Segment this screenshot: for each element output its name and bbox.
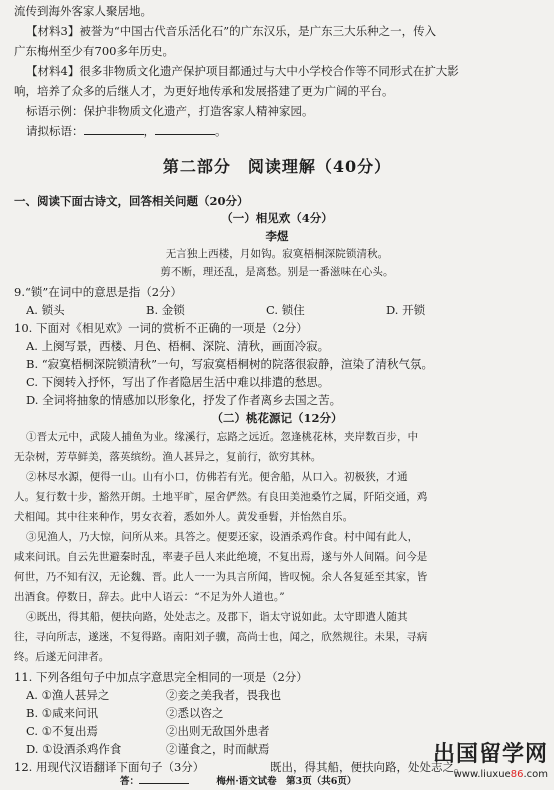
passage-line: ②林尽水源，便得一山。山有小口，仿佛若有光。便舍船，从口入。初极狭，才通 bbox=[26, 471, 408, 483]
answer-blank[interactable] bbox=[155, 124, 215, 135]
watermark-url: www.liuxue86.com bbox=[453, 769, 548, 781]
question-10-stem: 10. 下面对《相见欢》一词的赏析不正确的一项是（2分） bbox=[14, 321, 308, 335]
question-9-options bbox=[26, 303, 540, 319]
question-11-stem: 11. 下列各组句子中加点字意思完全相同的一项是（2分） bbox=[14, 670, 308, 684]
answer-blank[interactable] bbox=[84, 124, 144, 135]
answer-blank[interactable] bbox=[139, 775, 189, 784]
page-footer bbox=[120, 775, 420, 788]
option-part-1: B. ①咸来问讯 bbox=[26, 706, 99, 720]
poem-line: 剪不断，理还乱，是离愁。别是一番滋味在心头。 bbox=[160, 266, 394, 278]
option-part-2: ②悉以咨之 bbox=[166, 706, 224, 720]
poem-line: 无言独上西楼，月如钩。寂寞梧桐深院锁清秋。 bbox=[165, 248, 389, 260]
question-11-option-row[interactable] bbox=[26, 688, 540, 704]
passage-line: 咸来问讯。自云先世避秦时乱，率妻子邑人来此绝境，不复出焉，遂与外人间隔。问今是 bbox=[14, 551, 428, 563]
option-part-2: ②谨食之，时而献焉 bbox=[166, 742, 270, 756]
slogan-prompt: 请拟标语： ， 。 bbox=[26, 124, 227, 138]
watermark-title: 出国留学网 bbox=[432, 741, 548, 767]
option-part-1: D. ①设酒杀鸡作食 bbox=[26, 742, 122, 756]
poem-title: （一）相见欢（4分） bbox=[221, 211, 333, 225]
section-heading: 一、阅读下面古诗文，回答相关问题（20分） bbox=[14, 194, 249, 208]
question-12-sentence: 既出，得其船，便扶向路，处处志之。 bbox=[270, 760, 466, 774]
option-d[interactable]: D. 全词将抽象的情感加以形象化，抒发了作者离乡去国之苦。 bbox=[26, 393, 342, 407]
material-4-line: 【材料4】很多非物质文化遗产保护项目都通过与大中小学校合作等不同形式在扩大影 bbox=[26, 64, 459, 78]
passage-line: 人。复行数十步，豁然开朗。土地平旷，屋舍俨然。有良田美池桑竹之属，阡陌交通，鸡 bbox=[14, 491, 428, 503]
text-line: 广东梅州至少有700多年历史。 bbox=[14, 44, 174, 58]
answer-label: 答： bbox=[120, 776, 140, 787]
option-part-2: ②出则无敌国外患者 bbox=[166, 724, 270, 738]
footer-text: 梅州·语文试卷 第3页（共6页） bbox=[216, 776, 357, 787]
option-b[interactable]: B. “寂寞梧桐深院锁清秋”一句，写寂寞梧桐树的院落很寂静，渲染了清秋气氛。 bbox=[26, 357, 434, 371]
slogan-example: 标语示例：保护非物质文化遗产，打造客家人精神家园。 bbox=[26, 104, 314, 118]
option-a[interactable]: A. 上阕写景，西楼、月色、梧桐、深院、清秋，画面冷寂。 bbox=[26, 339, 330, 353]
passage-line: 犬相闻。其中往来种作，男女衣着，悉如外人。黄发垂髫，并怡然自乐。 bbox=[14, 511, 354, 523]
passage-line: ①晋太元中，武陵人捕鱼为业。缘溪行，忘路之远近。忽逢桃花林，夹岸数百步，中 bbox=[26, 431, 419, 443]
passage-line: 往，寻向所志，遂迷，不复得路。南阳刘子骥，高尚士也，闻之，欣然规往。未果，寻病 bbox=[14, 631, 428, 643]
option-c[interactable]: C. 下阕转入抒怀，写出了作者隐居生活中难以排遣的愁思。 bbox=[26, 375, 330, 389]
question-12-stem: 12. 用现代汉语翻译下面句子（3分） bbox=[14, 760, 205, 774]
question-11-option-row[interactable] bbox=[26, 724, 540, 740]
option-a[interactable]: A. 锁头 bbox=[26, 303, 65, 317]
option-d[interactable]: D. 开锁 bbox=[386, 303, 426, 317]
watermark-logo bbox=[433, 740, 548, 782]
text-line: 流传到海外客家人聚居地。 bbox=[14, 4, 152, 18]
material-3-line: 【材料3】被誉为“中国古代音乐活化石”的广东汉乐，是广东三大乐种之一，传入 bbox=[26, 24, 437, 38]
question-11-option-row[interactable] bbox=[26, 706, 540, 722]
passage-line: 无杂树，芳草鲜美，落英缤纷。渔人甚异之，复前行，欲穷其林。 bbox=[14, 451, 322, 463]
question-9-stem: 9.“锁”在词中的意思是指（2分） bbox=[14, 285, 183, 299]
option-part-1: C. ①不复出焉 bbox=[26, 724, 99, 738]
slogan-prompt-label: 请拟标语： bbox=[26, 124, 84, 138]
option-c[interactable]: C. 锁住 bbox=[266, 303, 305, 317]
passage-title: （二）桃花源记（12分） bbox=[211, 411, 343, 425]
passage-line: ④既出，得其船，便扶向路，处处志之。及郡下，诣太守说如此。太守即遣人随其 bbox=[26, 611, 408, 623]
passage-line: ③见渔人，乃大惊，问所从来。具答之。便要还家，设酒杀鸡作食。村中闻有此人， bbox=[26, 531, 419, 543]
option-part-1: A. ①渔人甚异之 bbox=[26, 688, 110, 702]
option-b[interactable]: B. 金锁 bbox=[146, 303, 185, 317]
passage-line: 何世，乃不知有汉，无论魏、晋。此人一一为具言所闻，皆叹惋。余人各复延至其家，皆 bbox=[14, 571, 428, 583]
poem-author: 李煜 bbox=[265, 229, 289, 243]
passage-line: 终。后遂无问津者。 bbox=[14, 651, 110, 663]
part-two-title: 第二部分 阅读理解（40分） bbox=[162, 157, 392, 176]
text-line: 响，培养了众多的后继人才，为更好地传承和发展搭建了更为广阔的平台。 bbox=[14, 84, 394, 98]
option-part-2: ②妾之美我者，畏我也 bbox=[166, 688, 281, 702]
passage-line: 出酒食。停数日，辞去。此中人语云：“不足为外人道也。” bbox=[14, 591, 285, 603]
